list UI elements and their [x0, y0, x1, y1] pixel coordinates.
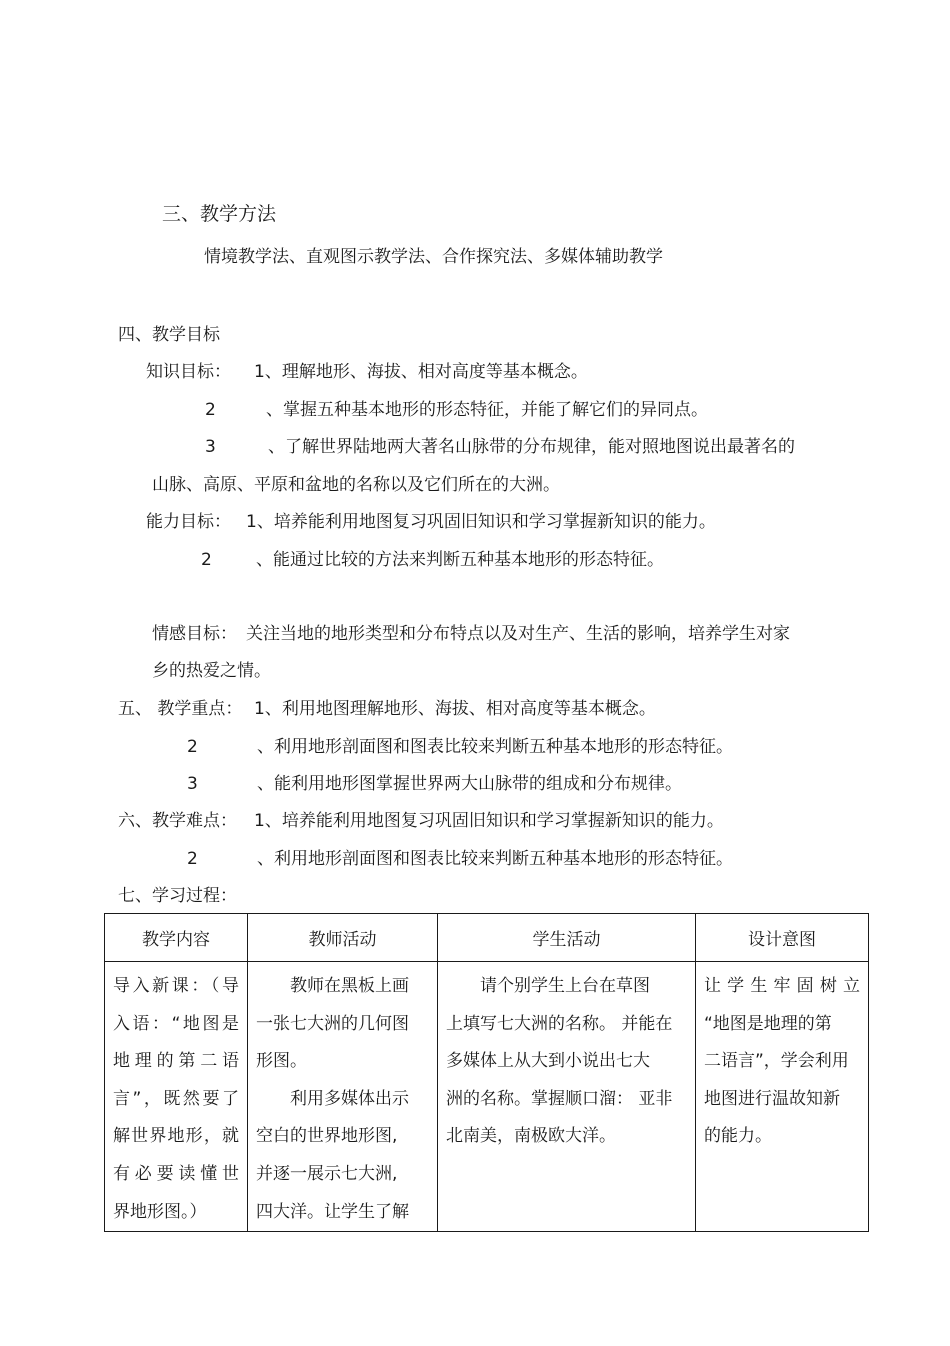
knowledge-goal-3-line-2: 山脉、高原、平原和盆地的名称以及它们所在的大洲。	[152, 475, 560, 495]
header-student-activity: 学生活动	[438, 914, 696, 962]
knowledge-goal-2-number: 2	[205, 400, 216, 420]
ability-goal-2: 、能通过比较的方法来判断五种基本地形的形态特征。	[256, 550, 664, 570]
table-row	[105, 962, 869, 1232]
key-point-3-number: 3	[187, 774, 198, 794]
cell-student-activity	[438, 962, 696, 1232]
cell-line: 北南美，南极欧大洋。	[446, 1126, 616, 1147]
cell-line: 有必要读懂世	[113, 1163, 239, 1184]
header-design-intent: 设计意图	[696, 914, 869, 962]
cell-teaching-content	[105, 962, 248, 1232]
cell-line: 四大洋。让学生了解	[256, 1201, 409, 1222]
cell-line: 并逐一展示七大洲,	[256, 1163, 398, 1184]
key-point-1: 1、利用地图理解地形、海拔、相对高度等基本概念。	[254, 699, 656, 719]
difficulty-1: 1、培养能利用地图复习巩固旧知识和学习掌握新知识的能力。	[254, 811, 724, 831]
learning-process-table	[104, 913, 869, 1232]
table-header-row	[105, 914, 869, 962]
knowledge-goal-1: 1、理解地形、海拔、相对高度等基本概念。	[254, 362, 588, 382]
header-teaching-content: 教学内容	[105, 914, 248, 962]
key-point-2: 、利用地形剖面图和图表比较来判断五种基本地形的形态特征。	[257, 737, 733, 757]
cell-line: 上填写七大洲的名称。 并能在	[446, 1013, 673, 1034]
section-3-content: 情境教学法、直观图示教学法、合作探究法、多媒体辅助教学	[204, 247, 663, 267]
cell-line: 导入新课：（导	[113, 976, 239, 996]
cell-line: 利用多媒体出示	[290, 1088, 409, 1109]
ability-goal-label: 能力目标：	[146, 512, 231, 532]
difficulty-2: 、利用地形剖面图和图表比较来判断五种基本地形的形态特征。	[257, 849, 733, 869]
cell-line: 地图进行温故知新	[704, 1088, 840, 1109]
section-7-heading: 七、学习过程：	[118, 886, 237, 906]
section-3-heading: 三、教学方法	[162, 203, 277, 225]
difficulty-2-number: 2	[187, 849, 198, 869]
cell-line: “地图是地理的第	[704, 1013, 832, 1034]
emotion-goal-label: 情感目标：	[152, 624, 237, 644]
emotion-goal-line-2: 乡的热爱之情。	[152, 661, 271, 681]
emotion-goal-line-1: 关注当地的地形类型和分布特点以及对生产、生活的影响，培养学生对家	[246, 624, 790, 644]
section-6-heading: 六、教学难点：	[118, 811, 237, 831]
key-point-2-number: 2	[187, 737, 198, 757]
knowledge-goal-2: 、掌握五种基本地形的形态特征，并能了解它们的异同点。	[266, 400, 708, 420]
cell-teacher-activity	[248, 962, 438, 1232]
cell-line: 界地形图。）	[113, 1201, 207, 1222]
knowledge-goal-3-number: 3	[205, 437, 216, 457]
cell-line: 一张七大洲的几何图	[256, 1013, 409, 1034]
ability-goal-2-number: 2	[201, 550, 212, 570]
cell-line: 的能力。	[704, 1126, 772, 1147]
cell-line: 二语言”，学会利用	[704, 1051, 849, 1072]
header-teacher-activity: 教师活动	[248, 914, 438, 962]
cell-line: 让学生牢固树立	[704, 976, 860, 996]
cell-line: 地理的第二语	[113, 1051, 239, 1072]
cell-line: 空白的世界地形图,	[256, 1126, 398, 1147]
cell-line: 言”，既然要了	[113, 1088, 239, 1109]
cell-line: 入语：“地图是	[113, 1013, 239, 1034]
cell-line: 洲的名称。掌握顺口溜： 亚非	[446, 1088, 673, 1109]
cell-line: 解世界地形，就	[113, 1126, 239, 1147]
section-4-heading: 四、教学目标	[118, 325, 220, 345]
cell-line: 多媒体上从大到小说出七大	[446, 1051, 650, 1072]
section-5-heading: 五、 教学重点：	[118, 699, 243, 719]
cell-design-intent	[696, 962, 869, 1232]
ability-goal-1: 1、培养能利用地图复习巩固旧知识和学习掌握新知识的能力。	[246, 512, 716, 532]
knowledge-goal-label: 知识目标：	[146, 362, 231, 382]
cell-line: 请个别学生上台在草图	[480, 976, 650, 996]
cell-line: 教师在黑板上画	[290, 976, 409, 996]
key-point-3: 、能利用地形图掌握世界两大山脉带的组成和分布规律。	[257, 774, 682, 794]
cell-line: 形图。	[256, 1051, 307, 1072]
knowledge-goal-3-line-1: 、了解世界陆地两大著名山脉带的分布规律，能对照地图说出最著名的	[268, 437, 795, 457]
